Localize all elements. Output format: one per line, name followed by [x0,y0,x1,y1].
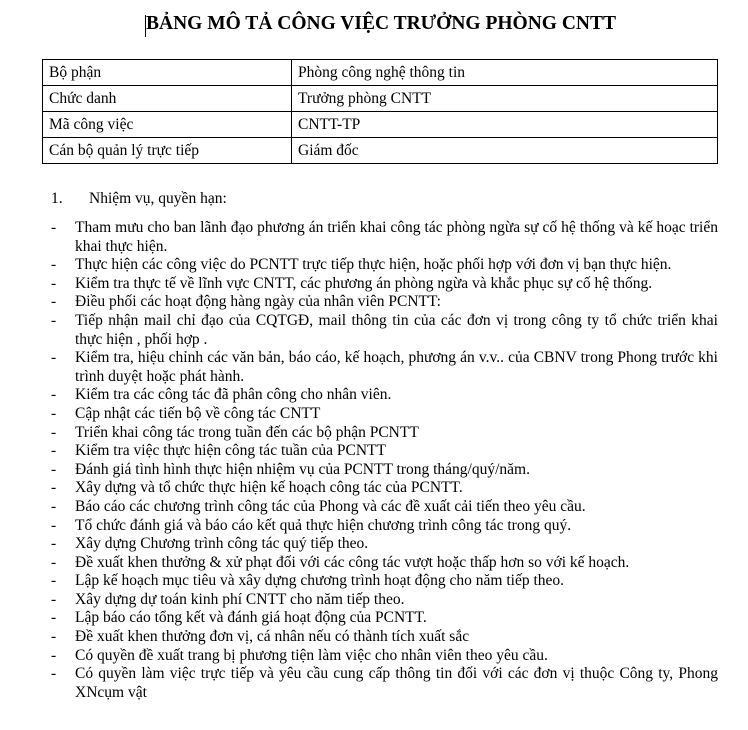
table-cell-label: Bộ phận [43,60,292,86]
list-item [0,275,748,294]
list-item-text: Lập kế hoạch mục tiêu và xây dựng chương trình hoạt động cho năm tiếp theo. [75,572,565,590]
list-item [0,535,748,554]
list-item-text: Đề xuất khen thưởng đơn vị, cá nhân nếu có thành tích xuất sắc [75,628,470,646]
bullet-dash: - [51,349,57,367]
list-item [0,293,748,312]
list-item-text: Tổ chức đánh giá và báo cáo kết quả thực hiện chương trình công tác trong quý. [75,516,572,534]
table-row [43,112,718,138]
bullet-dash: - [51,572,57,590]
list-item-text: Đề xuất khen thưởng & xử phạt đối với các công tác vượt hoặc thấp hơn so với kế hoạch. [75,553,630,571]
list-item-text: Đánh giá tình hình thực hiện nhiệm vụ của PCNTT trong tháng/quý/năm. [75,460,530,478]
document-title: BẢNG MÔ TẢ CÔNG VIỆC TRƯỞNG PHÒNG CNTT [146,13,617,34]
bullet-dash: - [51,516,57,534]
list-item [0,665,748,702]
list-item-text: Lập báo cáo tổng kết và đánh giá hoạt động của PCNTT. [75,609,427,627]
duties-list [0,219,748,702]
table-cell-value: CNTT-TP [292,112,718,138]
bullet-dash: - [51,553,57,571]
table-cell-value: Trưởng phòng CNTT [292,86,718,112]
list-item [0,424,748,443]
list-item [0,386,748,405]
list-item [0,312,748,349]
bullet-dash: - [51,311,57,329]
table-row [43,138,718,164]
list-item [0,405,748,424]
list-item [0,628,748,647]
bullet-dash: - [51,665,57,683]
section-title: Nhiệm vụ, quyền hạn: [89,190,227,207]
list-item [0,479,748,498]
table-cell-label: Chức danh [43,86,292,112]
list-item-text: Tham mưu cho ban lãnh đạo phương án triển khai công tác phòng ngừa sự cố hệ thống và kế hoạc triển khai thực hiện. [75,219,718,255]
bullet-dash: - [51,609,57,627]
bullet-dash: - [51,386,57,404]
bullet-dash: - [51,293,57,311]
section-heading [51,190,227,208]
bullet-dash: - [51,590,57,608]
list-item-text: Thực hiện các công việc do PCNTT trực tiếp thực hiện, hoặc phối hợp với đơn vị bạn thực hiện. [75,256,672,274]
list-item-text: Xây dựng dự toán kinh phí CNTT cho năm tiếp theo. [75,590,405,608]
list-item-text: Kiểm tra việc thực hiện công tác tuần của PCNTT [75,442,386,460]
bullet-dash: - [51,479,57,497]
bullet-dash: - [51,646,57,664]
list-item-text: Điều phối các hoạt động hàng ngày của nhân viên PCNTT: [75,293,441,311]
list-item [0,647,748,666]
list-item [0,609,748,628]
bullet-dash: - [51,256,57,274]
list-item [0,498,748,517]
list-item [0,517,748,536]
table-row [43,86,718,112]
table-row [43,60,718,86]
list-item-text: Có quyền làm việc trực tiếp và yêu cầu cung cấp thông tin đối với các đơn vị thuộc Công ty, Phong XNcụm vật [75,665,718,701]
bullet-dash: - [51,404,57,422]
list-item-text: Tiếp nhận mail chỉ đạo của CQTGĐ, mail thông tin của các đơn vị trong công ty tổ chức triển khai thực hiện , phối hợp . [75,311,718,348]
list-item-text: Kiểm tra các công tác đã phân công cho nhân viên. [75,386,392,404]
table-cell-label: Cán bộ quản lý trực tiếp [43,138,292,164]
list-item [0,554,748,573]
bullet-dash: - [51,219,57,236]
list-item-text: Triển khai công tác trong tuần đến các bộ phận PCNTT [75,423,419,441]
bullet-dash: - [51,460,57,478]
bullet-dash: - [51,423,57,441]
section-number: 1. [51,190,63,207]
table-cell-value: Phòng công nghệ thông tin [292,60,718,86]
list-item [0,572,748,591]
list-item-text: Báo cáo các chương trình công tác của Phong và các đề xuất cải tiến theo yêu cầu. [75,497,586,515]
table-cell-label: Mã công việc [43,112,292,138]
list-item-text: Cập nhật các tiến bộ về công tác CNTT [75,404,321,422]
list-item [0,442,748,461]
list-item [0,461,748,480]
bullet-dash: - [51,274,57,292]
list-item [0,256,748,275]
bullet-dash: - [51,535,57,553]
table-cell-value: Giám đốc [292,138,718,164]
list-item-text: Kiểm tra thực tế về lĩnh vực CNTT, các phương án phòng ngừa và khắc phục sự cố hệ thống. [75,274,653,292]
list-item-text: Xây dựng Chương trình công tác quý tiếp theo. [75,535,369,553]
job-info-table [42,59,718,164]
bullet-dash: - [51,442,57,460]
list-item [0,591,748,610]
list-item-text: Kiểm tra, hiệu chỉnh các văn bản, báo cáo, kế hoạch, phương án v.v.. của CBNV trong Phong trước khi trình duyệt hoặc phát hành. [75,349,718,385]
list-item [0,349,748,386]
list-item-text: Xây dựng và tổ chức thực hiện kế hoạch công tác của PCNTT. [75,479,463,497]
list-item [0,219,748,256]
bullet-dash: - [51,497,57,515]
list-item-text: Có quyền đề xuất trang bị phương tiện làm việc cho nhân viên theo yêu cầu. [75,646,548,664]
bullet-dash: - [51,628,57,646]
